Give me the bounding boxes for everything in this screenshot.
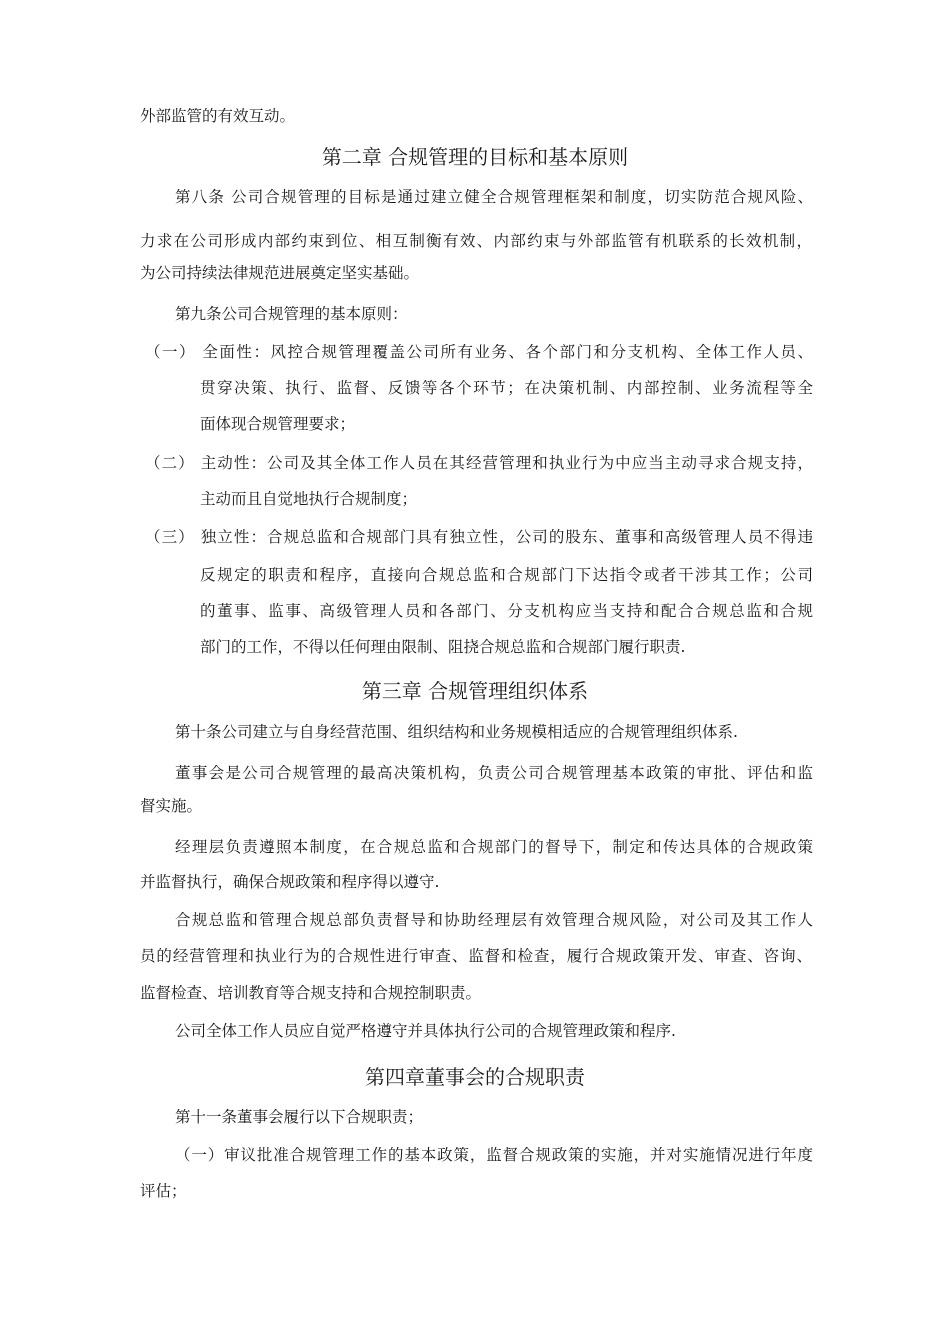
- board-line: 督实施。: [140, 797, 203, 815]
- principle-3-line: （三） 独立性：合规总监和合规部门具有独立性，公司的股东、董事和高级管理人员不得违: [145, 528, 813, 546]
- board-line: 董事会是公司合规管理的最高决策机构，负责公司合规管理基本政策的审批、评估和监: [175, 764, 813, 782]
- duty-1-line: 评估；: [140, 1182, 187, 1200]
- principle-2-line: （二） 主动性：公司及其全体工作人员在其经营管理和执业行为中应当主动寻求合规支持，: [145, 454, 813, 472]
- staff-line: 公司全体工作人员应自觉严格遵守并具体执行公司的合规管理政策和程序.: [175, 1022, 676, 1040]
- article-9-line: 第九条公司合规管理的基本原则：: [175, 305, 408, 323]
- compliance-line: 合规总监和管理合规总部负责督导和协助经理层有效管理合规风险，对公司及其工作人: [175, 911, 813, 929]
- principle-2-line: 主动而且自觉地执行合规制度；: [200, 490, 418, 508]
- article-11-line: 第十一条董事会履行以下合规职责；: [175, 1108, 424, 1126]
- compliance-line: 监督检查、培训教育等合规支持和合规控制职责。: [140, 984, 482, 1002]
- intro-line: 外部监管的有效互动。: [140, 107, 296, 125]
- principle-3-line: 部门的工作，不得以任何理由限制、阻挠合规总监和合规部门履行职责.: [200, 638, 686, 656]
- principle-1-line: 面体现合规管理要求；: [200, 415, 356, 433]
- chapter-3-title: 第三章 合规管理组织体系: [361, 679, 589, 703]
- article-8-line: 为公司持续法律规范进展奠定坚实基础。: [140, 264, 420, 282]
- article-8-line: 力求在公司形成内部约束到位、相互制衡有效、内部约束与外部监管有机联系的长效机制，: [140, 232, 812, 250]
- principle-1-line: （一） 全面性：风控合规管理覆盖公司所有业务、各个部门和分支机构、全体工作人员、: [145, 343, 813, 361]
- principle-1-line: 贯穿决策、执行、监督、反馈等各个环节；在决策机制、内部控制、业务流程等全: [200, 379, 813, 397]
- principle-3-line: 反规定的职责和程序，直接向合规总监和合规部门下达指令或者干涉其工作；公司: [200, 566, 813, 584]
- chapter-4-title: 第四章董事会的合规职责: [365, 1065, 585, 1089]
- article-8-line: 第八条 公司合规管理的目标是通过建立健全合规管理框架和制度，切实防范合规风险、: [175, 188, 813, 206]
- compliance-line: 员的经营管理和执业行为的合规性进行审查、监督和检查，履行合规政策开发、审查、咨询、: [140, 947, 812, 965]
- management-line: 并监督执行，确保合规政策和程序得以遵守.: [140, 873, 440, 891]
- management-line: 经理层负责遵照本制度，在合规总监和合规部门的督导下，制定和传达具体的合规政策: [175, 838, 813, 856]
- principle-3-line: 的董事、监事、高级管理人员和各部门、分支机构应当支持和配合合规总监和合规: [200, 602, 813, 620]
- article-10-line: 第十条公司建立与自身经营范围、组织结构和业务规模相适应的合规管理组织体系.: [175, 723, 738, 741]
- duty-1-line: （一）审议批准合规管理工作的基本政策，监督合规政策的实施，并对实施情况进行年度: [175, 1146, 813, 1164]
- chapter-2-title: 第二章 合规管理的目标和基本原则: [321, 145, 629, 169]
